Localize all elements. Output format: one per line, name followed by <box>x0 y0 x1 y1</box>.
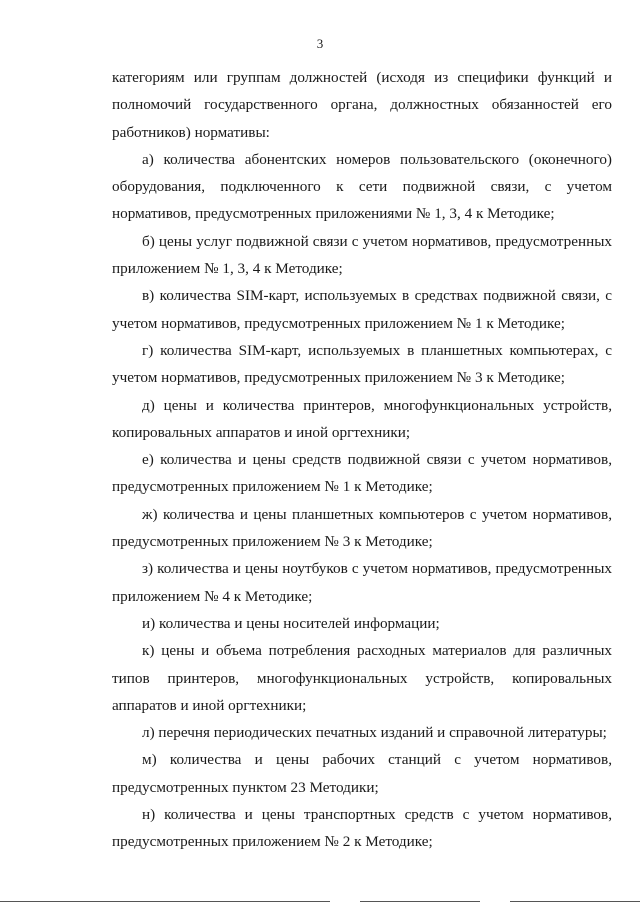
list-item-z: з) количества и цены ноутбуков с учетом нормативов, предусмотренных приложением № 4 к Методике; <box>112 560 612 605</box>
list-item-a: а) количества абонентских номеров пользовательского (оконечного) оборудования, подключенного к сети подвижной связи, с учетом нормативов, предусмотренных приложениями № 1, 3, 4 к Методике; <box>112 150 612 223</box>
page-number: 3 <box>316 36 324 51</box>
list-item-g: г) количества SIM-карт, используемых в планшетных компьютерах, с учетом нормативов, предусмотренных приложением № 3 к Методике; <box>112 341 612 387</box>
list-item-i: и) количества и цены носителей информации; <box>142 614 440 632</box>
list-item-n: н) количества и цены транспортных средств с учетом нормативов, предусмотренных приложением № 2 к Методике; <box>112 806 612 851</box>
scan-line-left <box>0 901 330 902</box>
list-item-e: е) количества и цены средств подвижной связи с учетом нормативов, предусмотренных приложением № 1 к Методике; <box>112 451 612 496</box>
list-item-v: в) количества SIM-карт, используемых в средствах подвижной связи, с учетом нормативов, предусмотренных приложением № 1 к Методике; <box>112 287 612 332</box>
list-item-m: м) количества и цены рабочих станций с учетом нормативов, предусмотренных пунктом 23 Методики; <box>112 751 612 796</box>
scan-line-middle <box>360 901 480 902</box>
intro-paragraph: категориям или группам должностей (исходя из специфики функций и полномочий государственного органа, должностных обязанностей его работников) нормативы: <box>112 69 612 141</box>
list-item-k: к) цены и объема потребления расходных материалов для различных типов принтеров, многофункциональных устройств, копировальных аппаратов и иной оргтехники; <box>112 642 612 714</box>
list-item-b: б) цены услуг подвижной связи с учетом нормативов, предусмотренных приложением № 1, 3, 4 к Методике; <box>112 232 612 278</box>
list-item-zh: ж) количества и цены планшетных компьютеров с учетом нормативов, предусмотренных приложением № 3 к Методике; <box>112 505 612 551</box>
document-body <box>112 64 612 856</box>
scan-edge-artifact <box>0 899 640 905</box>
scan-line-right <box>510 901 640 902</box>
list-item-l: л) перечня периодических печатных изданий и справочной литературы; <box>142 724 607 742</box>
list-item-d: д) цены и количества принтеров, многофункциональных устройств, копировальных аппаратов и иной оргтехники; <box>112 396 612 441</box>
